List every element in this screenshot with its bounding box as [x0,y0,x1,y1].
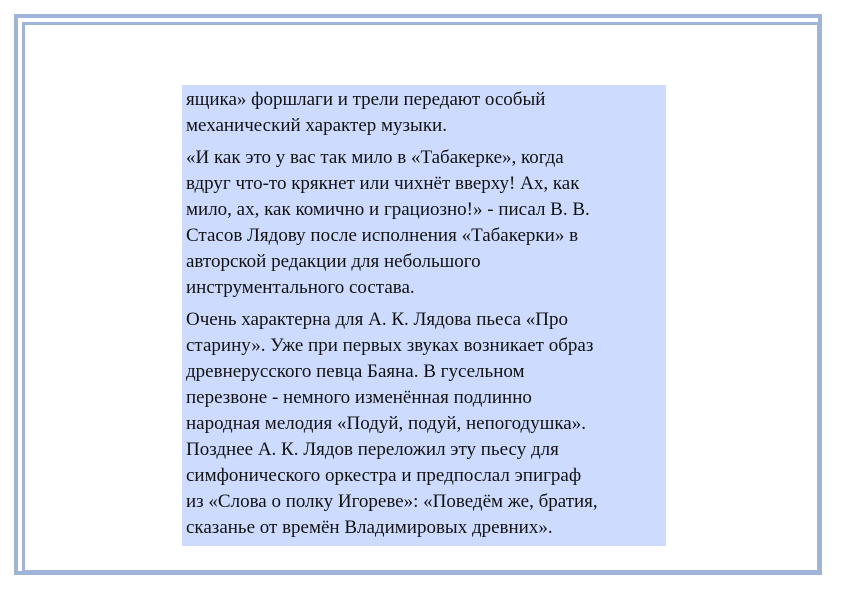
text-line: мило, ах, как комично и грациозно!» - писал В. В. [186,199,590,220]
text-line: народная мелодия «Подуй, подуй, непогодушка». [186,413,586,434]
text-line: вдруг что-то крякнет или чихнёт вверху! Ах, как [186,173,580,194]
text-line: авторской редакции для небольшого [186,251,481,272]
text-line: инструментального состава. [186,277,415,298]
text-line: сказанье от времён Владимировых древних». [186,517,553,538]
paragraph-1 [186,87,662,139]
text-line: механический характер музыки. [186,115,447,136]
text-line: перезвоне - немного изменённая подлинно [186,387,532,408]
text-line: ящика» форшлаги и трели передают особый [186,89,546,110]
text-line: из «Слова о полку Игореве»: «Поведём же, братия, [186,491,598,512]
text-line: Очень характерна для А. К. Лядова пьеса «Про [186,309,569,330]
paragraph-2 [186,145,662,301]
text-line: древнерусского певца Баяна. В гусельном [186,361,525,382]
text-line: старину». Уже при первых звуках возникает образ [186,335,594,356]
text-line: «И как это у вас так мило в «Табакерке», когда [186,147,564,168]
text-line: Стасов Лядову после исполнения «Табакерки» в [186,225,579,246]
paragraph-3 [186,307,662,541]
text-box [182,85,666,546]
text-line: симфонического оркестра и предпослал эпиграф [186,465,582,486]
text-line: Позднее А. К. Лядов переложил эту пьесу для [186,439,559,460]
